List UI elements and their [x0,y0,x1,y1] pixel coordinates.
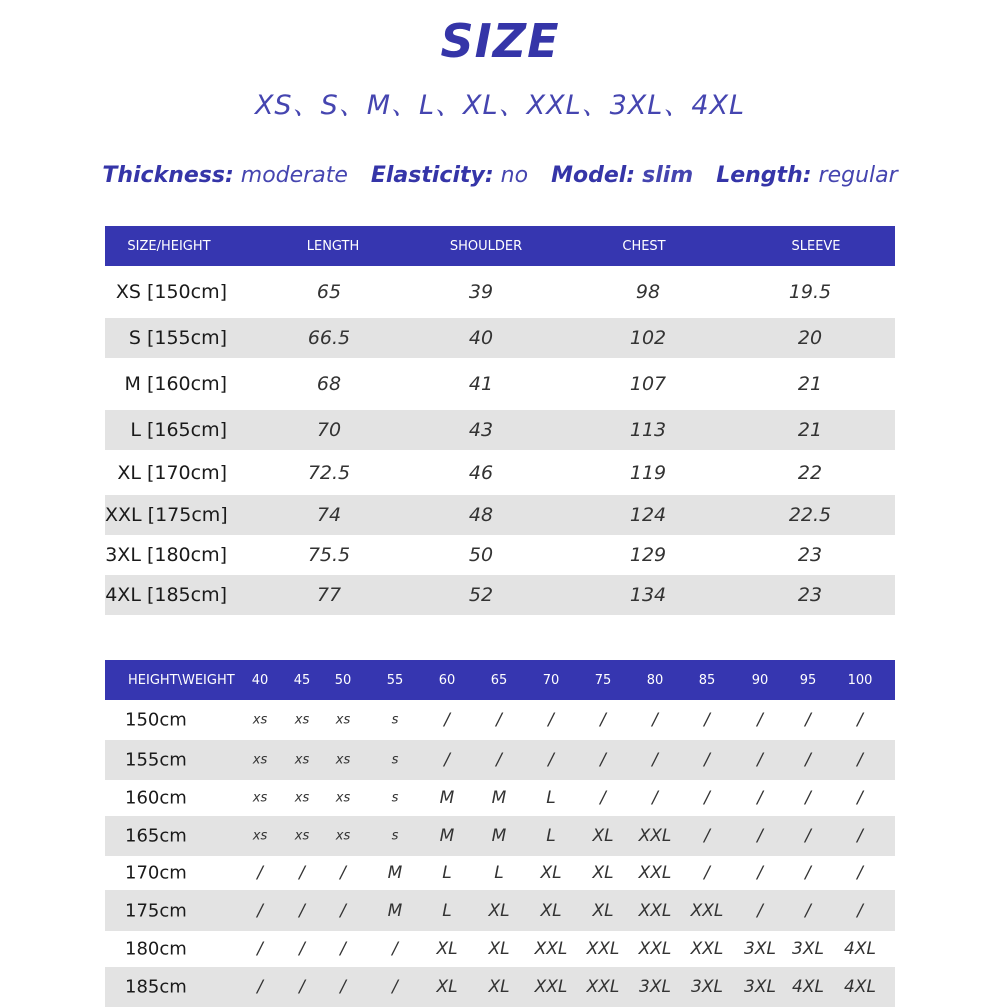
weight-table-body [105,700,895,1007]
size-recommendation: / [805,900,811,921]
measurement-value: 70 [316,419,342,441]
size-recommendation: xs [294,752,310,768]
measurement-value: 39 [468,281,494,303]
size-recommendation: XXL [534,977,568,997]
attribute-value: no [500,163,529,188]
table-row [105,856,895,890]
size-recommendation: XXL [586,939,620,959]
table-row [105,575,895,615]
size-recommendation: / [704,750,710,770]
size-label: M [160cm] [124,373,227,395]
measurement-value: 22.5 [788,504,832,526]
weight-column-header: 75 [594,673,612,688]
weight-column-header: 70 [542,673,560,688]
measurement-value: 23 [797,544,823,566]
size-label: S [155cm] [128,327,227,349]
size-recommendation: XL [592,900,614,921]
size-recommendation: M [439,826,455,846]
size-recommendation: / [600,788,606,808]
table-row [105,318,895,358]
size-recommendation: / [805,788,811,808]
size-recommendation: M [491,788,507,808]
size-recommendation: s [391,790,399,806]
size-recommendation: / [392,977,398,997]
size-recommendation: / [652,750,658,770]
attributes-row [0,163,1000,188]
size-label: XS [150cm] [115,281,227,303]
weight-column-header: 65 [490,673,508,688]
size-recommendation: / [857,863,863,883]
attribute-thickness [102,163,348,188]
measurement-value: 43 [468,419,494,441]
size-recommendation: / [444,710,450,730]
table-row [105,816,895,856]
weight-table-header [105,660,895,700]
weight-column-header: 60 [438,673,456,688]
size-recommendation: / [857,788,863,808]
height-label: 150cm [125,709,187,731]
measurement-value: 98 [635,281,661,303]
table-row [105,967,895,1007]
size-recommendation: XL [488,900,510,921]
size-recommendation: L [442,863,452,883]
measurement-value: 107 [629,373,667,395]
size-recommendation: / [857,900,863,921]
size-recommendation: L [546,788,556,808]
table-row [105,266,895,318]
size-recommendation: / [496,710,502,730]
size-column-header: LENGTH [306,239,360,254]
size-recommendation: L [494,863,504,883]
size-recommendation: / [392,939,398,959]
measurement-value: 68 [316,373,342,395]
size-recommendation: L [442,900,452,921]
table-row [105,410,895,450]
measurement-value: 19.5 [788,281,832,303]
height-label: 170cm [125,862,187,884]
attribute-label: Thickness: [102,163,234,188]
size-recommendation: XL [540,900,562,921]
size-label: 4XL [185cm] [105,584,227,606]
size-recommendation: / [757,826,763,846]
size-recommendation: 3XL [744,939,776,959]
height-weight-table [105,660,895,1007]
table-row [105,495,895,535]
size-recommendation: / [805,826,811,846]
measurement-value: 129 [629,544,667,566]
size-recommendation: / [857,750,863,770]
measurement-value: 124 [629,504,667,526]
size-recommendation: 3XL [691,977,723,997]
attribute-model [551,163,693,188]
size-recommendation: 3XL [792,939,824,959]
size-recommendation: s [391,828,399,844]
weight-column-header: 50 [334,673,352,688]
size-recommendation: / [257,939,263,959]
attribute-value: regular [818,163,898,188]
size-recommendation: XL [488,977,510,997]
measurement-value: 52 [468,584,494,606]
size-table-body [105,266,895,615]
size-recommendation: / [496,750,502,770]
size-recommendation: / [704,863,710,883]
size-recommendation: / [652,710,658,730]
measurement-value: 50 [468,544,494,566]
attribute-elasticity [371,163,528,188]
height-label: 155cm [125,749,187,771]
size-measurement-table [105,226,895,615]
height-label: 165cm [125,825,187,847]
weight-column-header: 45 [293,673,311,688]
size-recommendation: M [439,788,455,808]
measurement-value: 102 [629,327,667,349]
weight-column-header: 100 [847,673,873,688]
size-recommendation: / [805,710,811,730]
available-sizes: XS、S、M、L、XL、XXL、3XL、4XL [254,90,746,121]
measurement-value: 40 [468,327,494,349]
size-column-header: SLEEVE [791,239,841,254]
size-recommendation: / [805,750,811,770]
size-recommendation: XL [592,863,614,883]
size-recommendation: / [444,750,450,770]
measurement-value: 66.5 [307,327,351,349]
table-row [105,890,895,931]
table-row [105,780,895,816]
size-recommendation: / [857,710,863,730]
size-recommendation: XXL [586,977,620,997]
size-recommendation: XL [436,977,458,997]
size-recommendation: M [387,863,403,883]
size-recommendation: / [757,710,763,730]
measurement-value: 41 [468,373,494,395]
size-recommendation: XXL [690,939,724,959]
size-recommendation: / [757,788,763,808]
size-recommendation: / [757,750,763,770]
size-recommendation: / [757,863,763,883]
size-recommendation: xs [252,712,268,728]
table-row [105,740,895,780]
size-recommendation: / [340,977,346,997]
weight-column-header: 55 [386,673,404,688]
size-recommendation: / [299,900,305,921]
size-recommendation: XL [540,863,562,883]
measurement-value: 22 [797,461,823,484]
size-recommendation: 3XL [744,977,776,997]
measurement-value: 113 [629,419,667,441]
size-recommendation: xs [335,712,351,728]
size-recommendation: / [299,977,305,997]
size-recommendation: xs [252,828,268,844]
size-recommendation: / [600,710,606,730]
attribute-label: Elasticity: [370,163,494,188]
attribute-length [716,163,897,188]
table-row [105,700,895,740]
page-title: SIZE [440,14,560,68]
size-recommendation: xs [294,828,310,844]
table-row [105,931,895,967]
table-row [105,450,895,495]
measurement-value: 23 [797,584,823,606]
size-recommendation: / [652,788,658,808]
size-recommendation: / [548,710,554,730]
size-recommendation: XXL [638,826,672,846]
size-recommendation: / [704,710,710,730]
height-label: 175cm [125,900,187,921]
size-recommendation: / [340,939,346,959]
size-recommendation: / [257,977,263,997]
size-recommendation: / [299,939,305,959]
height-label: 180cm [125,938,187,960]
size-recommendation: s [391,752,399,768]
size-recommendation: XXL [534,939,568,959]
measurement-value: 119 [629,461,667,484]
measurement-value: 75.5 [307,544,351,566]
weight-column-header: 90 [751,673,769,688]
height-label: 185cm [125,976,187,998]
size-recommendation: xs [335,752,351,768]
attribute-label: Length: [716,163,812,188]
size-recommendation: / [340,900,346,921]
weight-column-header: 85 [698,673,716,688]
size-recommendation: M [491,826,507,846]
size-recommendation: / [257,863,263,883]
size-recommendation: / [548,750,554,770]
weight-column-header: 95 [799,673,817,688]
size-label: XXL [175cm] [105,504,228,526]
size-recommendation: / [805,863,811,883]
size-recommendation: 4XL [844,939,876,959]
size-recommendation: / [257,900,263,921]
size-recommendation: xs [335,828,351,844]
size-column-header: SHOULDER [449,239,523,254]
height-label: 160cm [125,787,187,809]
attribute-value: moderate [240,163,348,188]
size-recommendation: xs [252,752,268,768]
size-recommendation: / [600,750,606,770]
size-recommendation: XL [488,939,510,959]
size-recommendation: XXL [690,900,724,921]
size-label: L [165cm] [130,419,227,441]
size-recommendation: / [704,826,710,846]
size-recommendation: XL [436,939,458,959]
table-row [105,358,895,410]
size-column-header: CHEST [622,239,666,254]
size-recommendation: xs [294,712,310,728]
size-recommendation: xs [294,790,310,806]
measurement-value: 48 [468,504,494,526]
measurement-value: 46 [468,461,494,484]
measurement-value: 21 [797,419,823,441]
size-column-header: SIZE/HEIGHT [127,239,211,254]
weight-column-header: 80 [646,673,664,688]
size-recommendation: L [546,826,556,846]
measurement-value: 134 [629,584,667,606]
attribute-label: Model: [551,163,636,188]
size-recommendation: 3XL [639,977,671,997]
measurement-value: 65 [316,281,342,303]
size-recommendation: / [340,863,346,883]
size-recommendation: xs [252,790,268,806]
attribute-value: slim [642,163,694,188]
size-recommendation: / [704,788,710,808]
size-table-header [105,226,895,266]
size-recommendation: XXL [638,863,672,883]
weight-column-header: 40 [251,673,269,688]
size-recommendation: XXL [638,939,672,959]
size-recommendation: s [391,712,399,728]
size-recommendation: 4XL [792,977,824,997]
size-label: 3XL [180cm] [105,544,227,566]
measurement-value: 20 [797,327,823,349]
size-recommendation: / [857,826,863,846]
size-recommendation: 4XL [844,977,876,997]
height-weight-label: HEIGHT\WEIGHT [128,673,235,688]
measurement-value: 77 [316,584,342,606]
size-recommendation: / [299,863,305,883]
size-recommendation: XL [592,826,614,846]
size-recommendation: M [387,900,403,921]
size-recommendation: XXL [638,900,672,921]
measurement-value: 72.5 [307,461,351,484]
measurement-value: 74 [316,504,342,526]
size-recommendation: xs [335,790,351,806]
table-row [105,535,895,575]
measurement-value: 21 [797,373,823,395]
size-label: XL [170cm] [117,461,227,484]
size-recommendation: / [757,900,763,921]
